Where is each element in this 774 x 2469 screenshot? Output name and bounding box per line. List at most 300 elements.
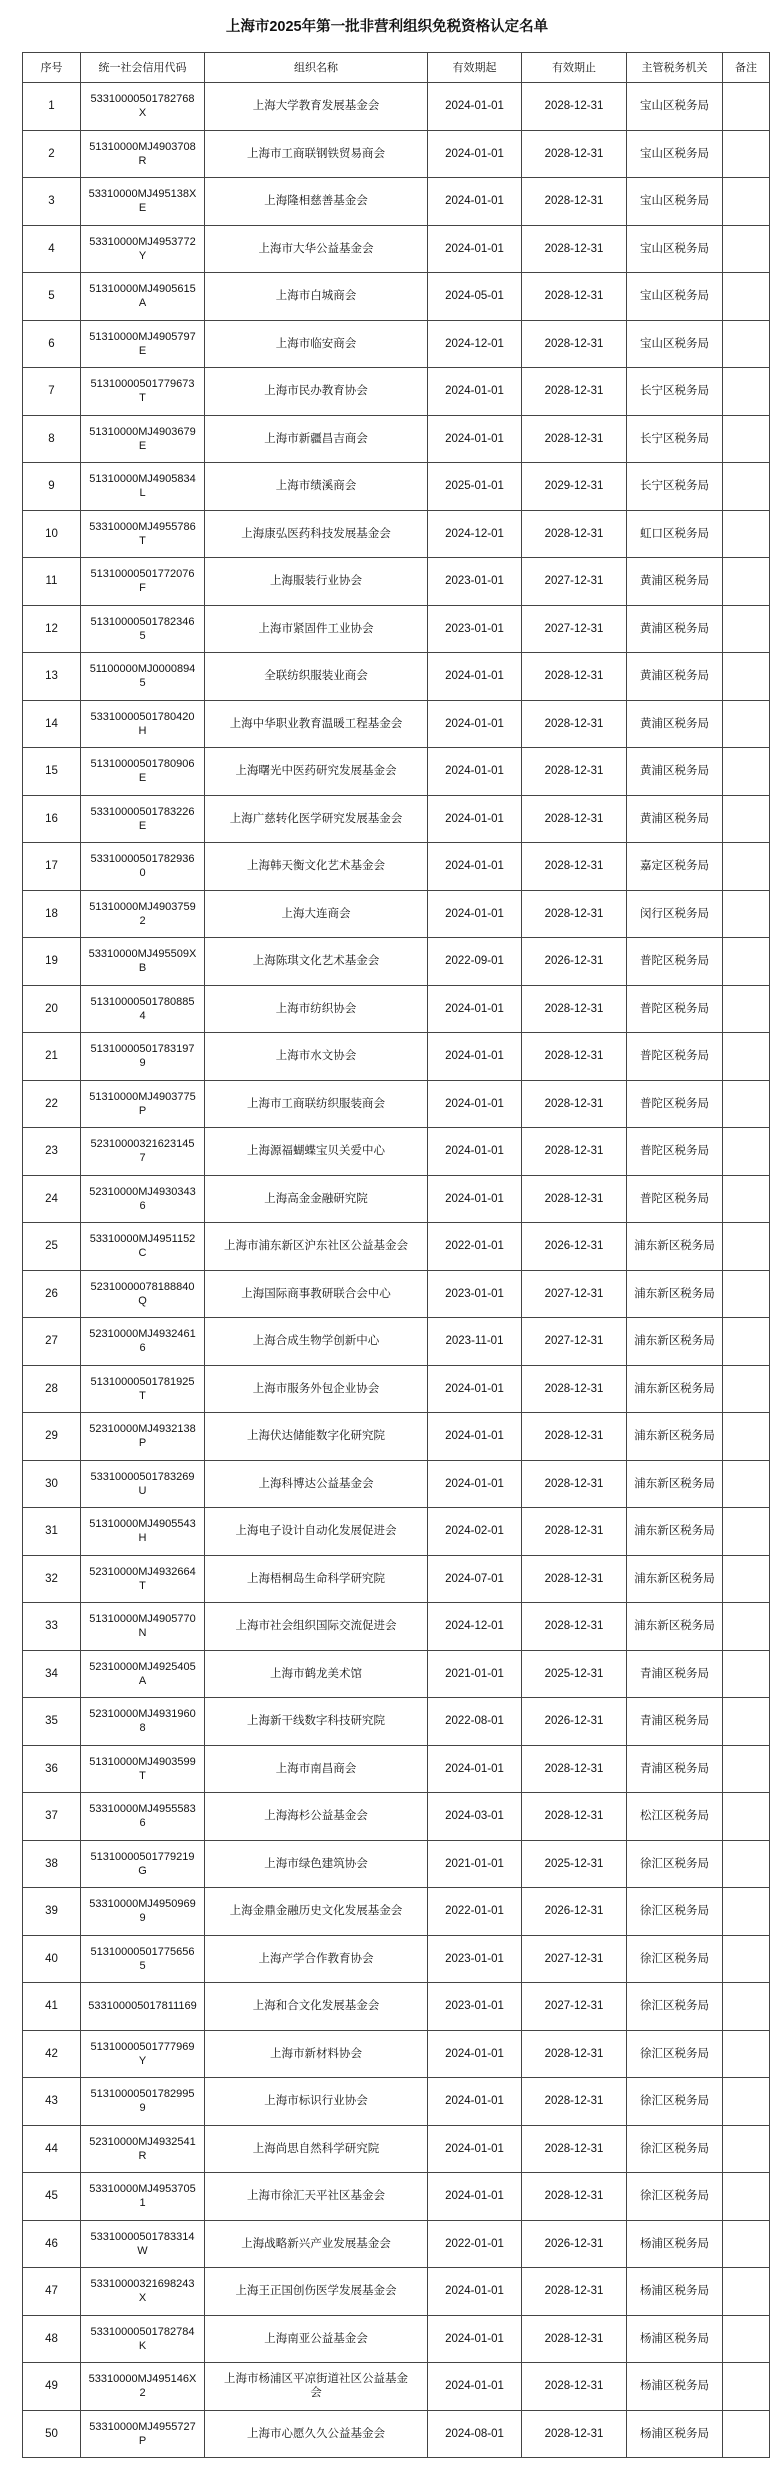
credit-code-text: 51100000MJ00008945: [89, 663, 196, 690]
cell-tax-office: [627, 1460, 723, 1508]
cell-credit-code: [81, 1603, 205, 1651]
table-row: [23, 2125, 770, 2173]
valid-from-text: 2024-01-01: [445, 432, 504, 445]
tax-office-text: 徐汇区税务局: [640, 1905, 709, 1918]
cell-organization-name: [205, 700, 428, 748]
valid-from-text: 2024-01-01: [445, 1382, 504, 1395]
cell-serial-number: [23, 1793, 81, 1841]
valid-from-text: 2024-01-01: [445, 242, 504, 255]
valid-from-text: 2022-01-01: [445, 1905, 504, 1918]
tax-office-text: 徐汇区税务局: [640, 2142, 709, 2155]
cell-tax-office: [627, 748, 723, 796]
cell-remarks: [723, 225, 770, 273]
credit-code-text: 51310000501779219G: [90, 1850, 195, 1877]
cell-valid-from: [428, 890, 522, 938]
cell-tax-office: [627, 985, 723, 1033]
cell-serial-number: [23, 1983, 81, 2031]
serial-number-text: 18: [45, 907, 58, 920]
valid-until-text: 2028-12-31: [544, 2095, 604, 2108]
table-row: [23, 985, 770, 1033]
cell-credit-code: [81, 1983, 205, 2031]
cell-valid-until: [522, 463, 627, 511]
cell-valid-from: [428, 2030, 522, 2078]
organization-name-text: 上海高金金融研究院: [264, 1192, 368, 1205]
valid-until-text: 2028-12-31: [544, 2142, 604, 2155]
cell-valid-until: [522, 2315, 627, 2363]
valid-from-text: 2023-01-01: [445, 1952, 504, 1965]
cell-tax-office: [627, 273, 723, 321]
cell-credit-code: [81, 843, 205, 891]
cell-tax-office: [627, 2410, 723, 2458]
cell-valid-from: [428, 415, 522, 463]
tax-office-text: 普陀区税务局: [640, 955, 709, 968]
cell-organization-name: [205, 795, 428, 843]
valid-until-text: 2026-12-31: [544, 2237, 604, 2250]
cell-organization-name: [205, 1793, 428, 1841]
cell-credit-code: [81, 1935, 205, 1983]
valid-from-text: 2024-01-01: [445, 100, 504, 113]
valid-from-text: 2022-01-01: [445, 1240, 504, 1253]
credit-code-text: 51310000MJ4905797E: [89, 330, 196, 357]
cell-organization-name: [205, 1413, 428, 1461]
valid-until-text: 2028-12-31: [544, 1002, 604, 1015]
valid-from-text: 2024-02-01: [445, 1525, 504, 1538]
cell-valid-from: [428, 1033, 522, 1081]
cell-serial-number: [23, 463, 81, 511]
credit-code-text: 53310000MJ495146X2: [88, 2373, 197, 2400]
cell-serial-number: [23, 653, 81, 701]
cell-remarks: [723, 1318, 770, 1366]
valid-until-text: 2028-12-31: [544, 385, 604, 398]
table-row: [23, 1745, 770, 1793]
cell-valid-from: [428, 985, 522, 1033]
cell-remarks: [723, 1365, 770, 1413]
cell-remarks: [723, 1175, 770, 1223]
cell-credit-code: [81, 1793, 205, 1841]
cell-valid-until: [522, 1650, 627, 1698]
cell-credit-code: [81, 1175, 205, 1223]
serial-number-text: 37: [45, 1810, 58, 1823]
cell-tax-office: [627, 1603, 723, 1651]
organization-name-text: 上海新干线数字科技研究院: [247, 1715, 385, 1728]
organization-name-text: 上海市工商联钢铁贸易商会: [247, 147, 385, 160]
cell-remarks: [723, 558, 770, 606]
organization-name-text: 上海市新疆昌吉商会: [264, 432, 368, 445]
cell-tax-office: [627, 890, 723, 938]
cell-credit-code: [81, 1270, 205, 1318]
valid-until-text: 2028-12-31: [544, 2427, 604, 2440]
cell-tax-office: [627, 1650, 723, 1698]
valid-from-text: 2024-01-01: [445, 385, 504, 398]
tax-office-text: 黄浦区税务局: [640, 670, 709, 683]
cell-organization-name: [205, 1698, 428, 1746]
cell-valid-from: [428, 1223, 522, 1271]
cell-organization-name: [205, 2268, 428, 2316]
cell-tax-office: [627, 130, 723, 178]
cell-tax-office: [627, 2268, 723, 2316]
cell-credit-code: [81, 83, 205, 131]
cell-tax-office: [627, 415, 723, 463]
cell-serial-number: [23, 843, 81, 891]
cell-serial-number: [23, 938, 81, 986]
organization-name-text: 上海伏达储能数字化研究院: [247, 1430, 385, 1443]
cell-organization-name: [205, 1460, 428, 1508]
cell-tax-office: [627, 1793, 723, 1841]
valid-until-text: 2028-12-31: [544, 1620, 604, 1633]
organization-name-text: 上海大学教育发展基金会: [252, 100, 380, 113]
credit-code-text: 53310000MJ49509699: [89, 1898, 196, 1925]
credit-code-text: 53310000MJ49537051: [89, 2183, 196, 2210]
valid-until-text: 2027-12-31: [544, 622, 604, 635]
cell-organization-name: [205, 558, 428, 606]
credit-code-text: 52310000MJ49324616: [89, 1328, 196, 1355]
column-header-credit-code: 统一社会信用代码: [81, 53, 205, 83]
cell-valid-from: [428, 1460, 522, 1508]
cell-valid-until: [522, 510, 627, 558]
cell-remarks: [723, 2268, 770, 2316]
serial-number-text: 9: [48, 480, 55, 493]
cell-remarks: [723, 795, 770, 843]
valid-from-text: 2022-09-01: [445, 955, 504, 968]
cell-credit-code: [81, 1460, 205, 1508]
valid-from-text: 2022-01-01: [445, 2237, 504, 2250]
organization-table: [22, 52, 770, 2458]
cell-credit-code: [81, 2220, 205, 2268]
cell-valid-until: [522, 1745, 627, 1793]
cell-tax-office: [627, 368, 723, 416]
cell-remarks: [723, 273, 770, 321]
serial-number-text: 26: [45, 1287, 58, 1300]
table-row: [23, 1365, 770, 1413]
valid-from-text: 2024-01-01: [445, 1002, 504, 1015]
organization-name-text: 上海市纺织协会: [275, 1002, 357, 1015]
cell-valid-until: [522, 130, 627, 178]
cell-serial-number: [23, 2315, 81, 2363]
tax-office-text: 黄浦区税务局: [640, 765, 709, 778]
cell-valid-from: [428, 2078, 522, 2126]
credit-code-text: 533100005017811169: [88, 2000, 197, 2013]
cell-valid-from: [428, 1508, 522, 1556]
cell-remarks: [723, 1033, 770, 1081]
table-row: [23, 368, 770, 416]
cell-organization-name: [205, 1935, 428, 1983]
cell-credit-code: [81, 1840, 205, 1888]
cell-valid-until: [522, 1318, 627, 1366]
cell-tax-office: [627, 1318, 723, 1366]
table-row: [23, 1603, 770, 1651]
organization-name-text: 上海市临安商会: [275, 337, 357, 350]
tax-office-text: 浦东新区税务局: [634, 1572, 715, 1585]
table-row: [23, 843, 770, 891]
cell-remarks: [723, 843, 770, 891]
cell-serial-number: [23, 700, 81, 748]
cell-credit-code: [81, 1698, 205, 1746]
cell-remarks: [723, 1983, 770, 2031]
organization-name-text: 上海金鼎金融历史文化发展基金会: [229, 1905, 403, 1918]
cell-remarks: [723, 2078, 770, 2126]
cell-valid-until: [522, 1888, 627, 1936]
cell-organization-name: [205, 843, 428, 891]
cell-valid-until: [522, 1555, 627, 1603]
cell-credit-code: [81, 1508, 205, 1556]
serial-number-text: 48: [45, 2332, 58, 2345]
cell-organization-name: [205, 605, 428, 653]
cell-serial-number: [23, 178, 81, 226]
cell-organization-name: [205, 1888, 428, 1936]
organization-name-text: 上海市心愿久久公益基金会: [247, 2427, 385, 2440]
cell-remarks: [723, 1793, 770, 1841]
cell-serial-number: [23, 1318, 81, 1366]
serial-number-text: 41: [45, 2000, 58, 2013]
cell-organization-name: [205, 368, 428, 416]
credit-code-text: 53310000MJ495509XB: [88, 948, 197, 975]
cell-organization-name: [205, 320, 428, 368]
table-row: [23, 1033, 770, 1081]
cell-serial-number: [23, 1603, 81, 1651]
valid-from-text: 2021-01-01: [445, 1857, 504, 1870]
organization-name-text: 上海市杨浦区平凉街道社区公益基金会: [224, 2373, 408, 2400]
organization-name-text: 上海源福蝴蝶宝贝关爱中心: [247, 1145, 385, 1158]
credit-code-text: 53310000MJ4955727P: [89, 2420, 196, 2447]
serial-number-text: 11: [45, 575, 58, 588]
column-header-valid-until: 有效期止: [522, 53, 627, 83]
tax-office-text: 嘉定区税务局: [640, 860, 709, 873]
cell-tax-office: [627, 843, 723, 891]
cell-organization-name: [205, 1745, 428, 1793]
cell-credit-code: [81, 653, 205, 701]
cell-valid-from: [428, 1365, 522, 1413]
table-row: [23, 2220, 770, 2268]
cell-serial-number: [23, 2173, 81, 2221]
cell-valid-from: [428, 2173, 522, 2221]
cell-organization-name: [205, 2315, 428, 2363]
cell-organization-name: [205, 2173, 428, 2221]
cell-tax-office: [627, 1555, 723, 1603]
cell-tax-office: [627, 1128, 723, 1176]
cell-serial-number: [23, 1555, 81, 1603]
serial-number-text: 33: [45, 1620, 58, 1633]
cell-remarks: [723, 83, 770, 131]
tax-office-text: 宝山区税务局: [640, 195, 709, 208]
tax-office-text: 长宁区税务局: [640, 385, 709, 398]
cell-valid-until: [522, 748, 627, 796]
serial-number-text: 13: [45, 670, 58, 683]
cell-tax-office: [627, 1983, 723, 2031]
organization-name-text: 上海曙光中医药研究发展基金会: [235, 765, 397, 778]
cell-remarks: [723, 1270, 770, 1318]
cell-organization-name: [205, 273, 428, 321]
cell-valid-from: [428, 2315, 522, 2363]
organization-name-text: 上海陈琪文化艺术基金会: [252, 955, 380, 968]
valid-until-text: 2028-12-31: [544, 1810, 604, 1823]
table-row: [23, 700, 770, 748]
organization-name-text: 上海国际商事教研联合会中心: [241, 1287, 391, 1300]
organization-name-text: 上海市标识行业协会: [264, 2095, 368, 2108]
table-row: [23, 2363, 770, 2411]
cell-valid-until: [522, 2220, 627, 2268]
tax-office-text: 青浦区税务局: [640, 1667, 709, 1680]
cell-organization-name: [205, 1983, 428, 2031]
cell-serial-number: [23, 748, 81, 796]
valid-from-text: 2024-08-01: [445, 2427, 504, 2440]
table-row: [23, 890, 770, 938]
cell-organization-name: [205, 2363, 428, 2411]
cell-remarks: [723, 2220, 770, 2268]
cell-organization-name: [205, 1033, 428, 1081]
cell-serial-number: [23, 1460, 81, 1508]
table-row: [23, 1270, 770, 1318]
cell-credit-code: [81, 1413, 205, 1461]
table-row: [23, 1460, 770, 1508]
serial-number-text: 2: [48, 147, 55, 160]
valid-from-text: 2024-01-01: [445, 2285, 504, 2298]
cell-credit-code: [81, 368, 205, 416]
credit-code-text: 51310000MJ4903775P: [89, 1090, 196, 1117]
cell-tax-office: [627, 2315, 723, 2363]
cell-serial-number: [23, 1888, 81, 1936]
valid-from-text: 2024-01-01: [445, 2332, 504, 2345]
serial-number-text: 15: [45, 765, 58, 778]
organization-name-text: 上海尚思自然科学研究院: [252, 2142, 380, 2155]
cell-remarks: [723, 320, 770, 368]
valid-until-text: 2025-12-31: [544, 1857, 604, 1870]
cell-valid-until: [522, 1413, 627, 1461]
valid-until-text: 2026-12-31: [544, 1905, 604, 1918]
valid-from-text: 2024-01-01: [445, 907, 504, 920]
cell-serial-number: [23, 320, 81, 368]
table-row: [23, 1128, 770, 1176]
valid-from-text: 2024-12-01: [445, 1620, 504, 1633]
valid-from-text: 2023-01-01: [445, 622, 504, 635]
cell-organization-name: [205, 1318, 428, 1366]
credit-code-text: 51310000MJ4903679E: [89, 425, 196, 452]
valid-until-text: 2028-12-31: [544, 1430, 604, 1443]
cell-serial-number: [23, 83, 81, 131]
organization-name-text: 上海海杉公益基金会: [264, 1810, 368, 1823]
valid-until-text: 2028-12-31: [544, 1192, 604, 1205]
credit-code-text: 51310000501781925T: [90, 1375, 195, 1402]
cell-valid-until: [522, 653, 627, 701]
cell-remarks: [723, 938, 770, 986]
tax-office-text: 黄浦区税务局: [640, 717, 709, 730]
cell-valid-from: [428, 273, 522, 321]
cell-valid-until: [522, 1128, 627, 1176]
cell-valid-from: [428, 463, 522, 511]
credit-code-text: 52310000078188840Q: [90, 1280, 195, 1307]
valid-from-text: 2024-01-01: [445, 1477, 504, 1490]
tax-office-text: 长宁区税务局: [640, 480, 709, 493]
cell-valid-from: [428, 1698, 522, 1746]
cell-serial-number: [23, 1080, 81, 1128]
cell-serial-number: [23, 1698, 81, 1746]
cell-serial-number: [23, 890, 81, 938]
cell-credit-code: [81, 273, 205, 321]
cell-valid-until: [522, 2030, 627, 2078]
organization-name-text: 上海市服务外包企业协会: [252, 1382, 380, 1395]
credit-code-text: 53310000501782784K: [90, 2325, 195, 2352]
table-row: [23, 510, 770, 558]
cell-tax-office: [627, 1175, 723, 1223]
cell-valid-until: [522, 700, 627, 748]
cell-valid-until: [522, 1460, 627, 1508]
cell-credit-code: [81, 225, 205, 273]
table-row: [23, 1175, 770, 1223]
credit-code-text: 513100005017756565: [90, 1945, 195, 1972]
serial-number-text: 19: [45, 955, 58, 968]
cell-serial-number: [23, 1223, 81, 1271]
cell-serial-number: [23, 1365, 81, 1413]
cell-serial-number: [23, 2125, 81, 2173]
valid-from-text: 2025-01-01: [445, 480, 504, 493]
table-row: [23, 653, 770, 701]
cell-credit-code: [81, 320, 205, 368]
cell-tax-office: [627, 1840, 723, 1888]
cell-valid-until: [522, 1840, 627, 1888]
cell-tax-office: [627, 1223, 723, 1271]
table-row: [23, 130, 770, 178]
serial-number-text: 27: [45, 1335, 58, 1348]
page-title: 上海市2025年第一批非营利组织免税资格认定名单: [225, 19, 549, 35]
header-row: [23, 53, 770, 83]
credit-code-text: 513100005017831979: [90, 1043, 195, 1070]
table-header: [23, 53, 770, 83]
credit-code-text: 52310000MJ49319608: [89, 1708, 196, 1735]
tax-office-text: 黄浦区税务局: [640, 812, 709, 825]
cell-remarks: [723, 700, 770, 748]
serial-number-text: 22: [45, 1097, 58, 1110]
cell-tax-office: [627, 2078, 723, 2126]
cell-serial-number: [23, 985, 81, 1033]
tax-office-text: 普陀区税务局: [640, 1002, 709, 1015]
cell-organization-name: [205, 2410, 428, 2458]
cell-credit-code: [81, 510, 205, 558]
cell-valid-until: [522, 2125, 627, 2173]
organization-name-text: 上海市新材料协会: [270, 2047, 362, 2060]
valid-from-text: 2024-01-01: [445, 2380, 504, 2393]
valid-until-text: 2028-12-31: [544, 1145, 604, 1158]
credit-code-text: 52310000MJ4932664T: [89, 1565, 196, 1592]
organization-name-text: 上海产学合作教育协会: [258, 1952, 374, 1965]
tax-office-text: 普陀区税务局: [640, 1050, 709, 1063]
cell-serial-number: [23, 510, 81, 558]
cell-credit-code: [81, 2125, 205, 2173]
cell-remarks: [723, 415, 770, 463]
cell-organization-name: [205, 1555, 428, 1603]
cell-credit-code: [81, 1745, 205, 1793]
cell-remarks: [723, 1698, 770, 1746]
cell-credit-code: [81, 1080, 205, 1128]
cell-remarks: [723, 1128, 770, 1176]
serial-number-text: 17: [45, 860, 58, 873]
valid-until-text: 2028-12-31: [544, 2047, 604, 2060]
valid-until-text: 2028-12-31: [544, 1762, 604, 1775]
serial-number-text: 1: [48, 100, 55, 113]
table-row: [23, 2268, 770, 2316]
cell-tax-office: [627, 510, 723, 558]
cell-valid-until: [522, 1033, 627, 1081]
cell-remarks: [723, 1745, 770, 1793]
organization-name-text: 上海市浦东新区沪东社区公益基金会: [224, 1240, 408, 1253]
cell-valid-from: [428, 1983, 522, 2031]
valid-until-text: 2027-12-31: [544, 1287, 604, 1300]
cell-remarks: [723, 2363, 770, 2411]
cell-valid-until: [522, 273, 627, 321]
valid-from-text: 2024-01-01: [445, 670, 504, 683]
valid-from-text: 2024-01-01: [445, 2142, 504, 2155]
table-row: [23, 1983, 770, 2031]
cell-tax-office: [627, 2220, 723, 2268]
valid-until-text: 2028-12-31: [544, 432, 604, 445]
